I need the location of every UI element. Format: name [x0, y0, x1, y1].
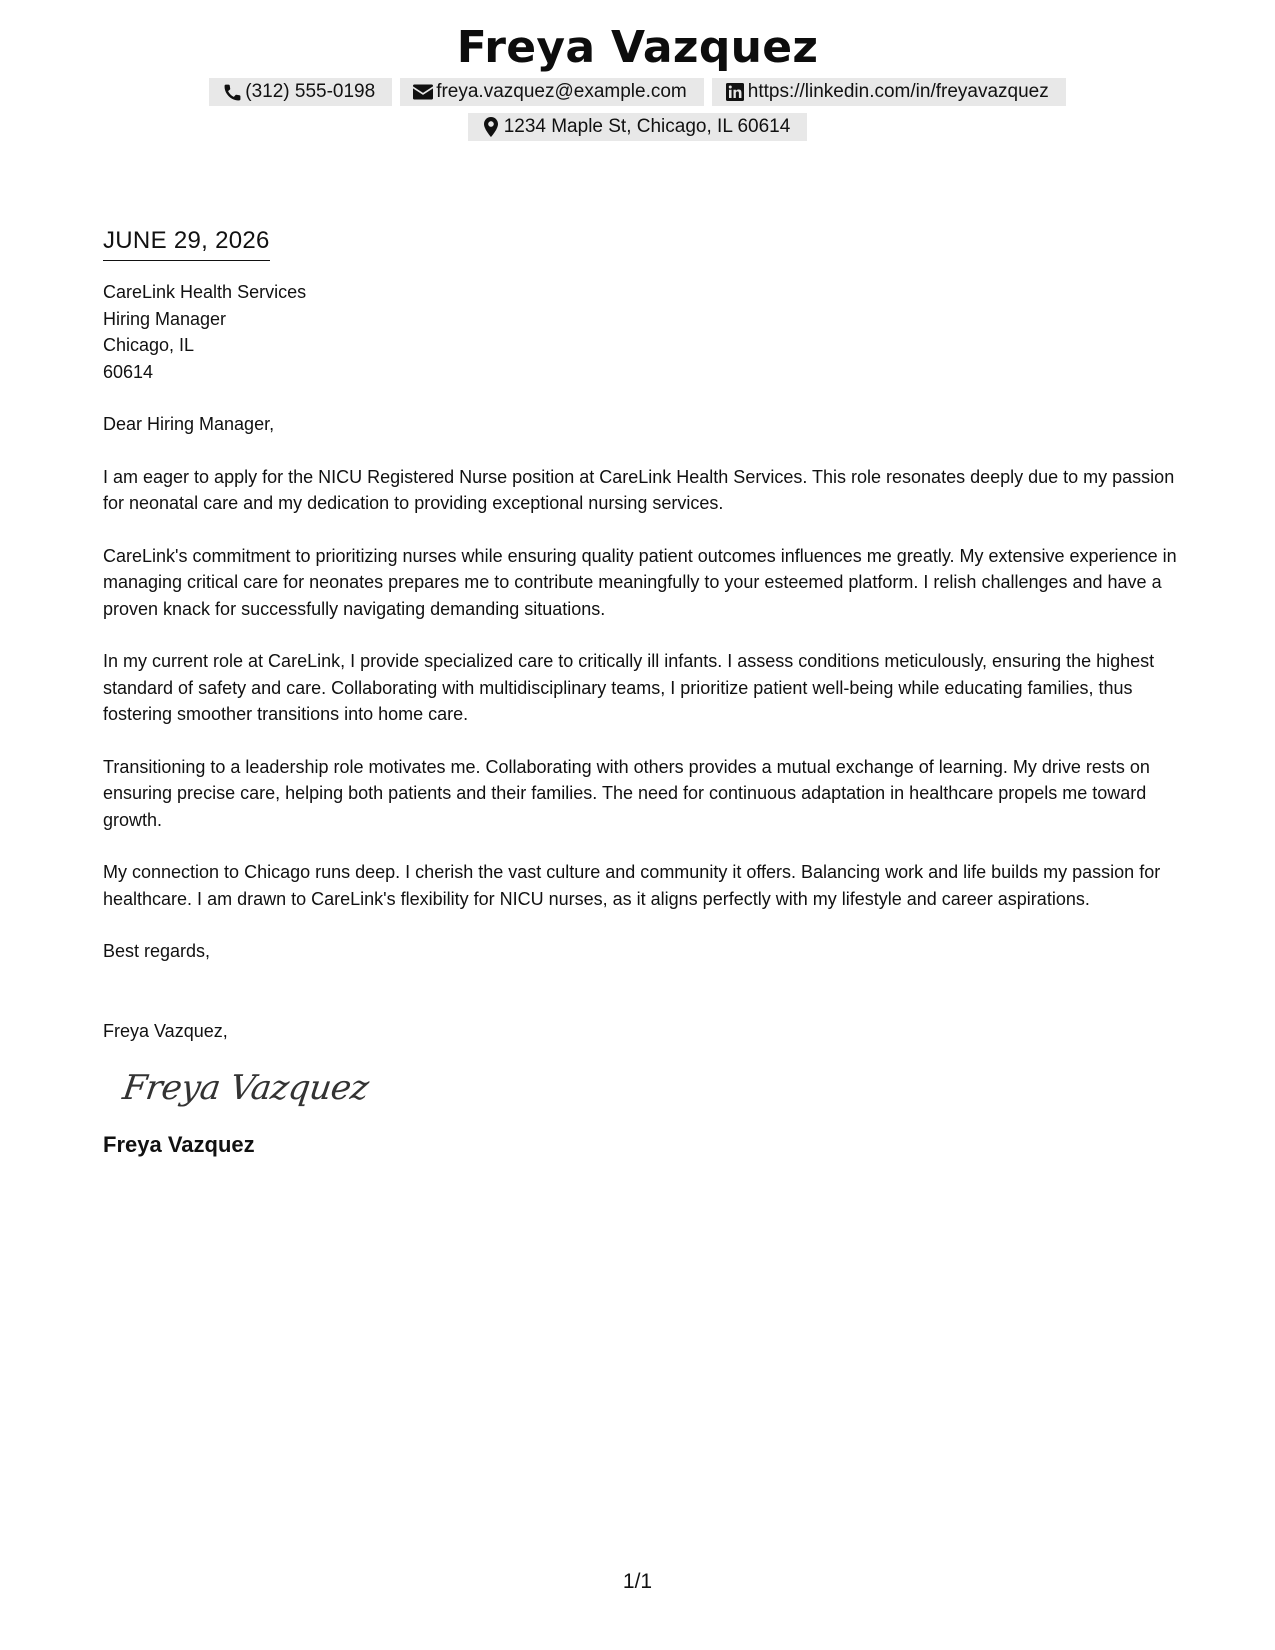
phone-text: (312) 555-0198 [245, 81, 376, 102]
letter-header [0, 18, 1275, 141]
contact-phone [209, 78, 392, 106]
signer-line: Freya Vazquez, [103, 1020, 228, 1041]
signed-name: Freya Vazquez [103, 1132, 255, 1157]
body-paragraph: CareLink's commitment to prioritizing nurses while ensuring quality patient outcomes influences me greatly. My extensive experience in managing critical care for neonates prepares me to contribute meaningfully to your esteemed platform. I relish challenges and have a proven knack for successfully navigating demanding situations. [103, 545, 1177, 619]
recipient-title: Hiring Manager [103, 308, 227, 329]
recipient-zip: 60614 [103, 361, 154, 382]
body-paragraph: I am eager to apply for the NICU Registered Nurse position at CareLink Health Services. This role resonates deeply due to my passion for neonatal care and my dedication to providing exceptional nursing services. [103, 466, 1175, 513]
page-indicator: 1/1 [622, 1570, 653, 1593]
map-marker-icon [481, 117, 501, 137]
handwritten-signature: Freya Vazquez [120, 1068, 371, 1108]
contact-row-1 [0, 78, 1275, 106]
contact-linkedin [712, 78, 1066, 106]
contact-address [468, 113, 808, 141]
applicant-name: Freya Vazquez [456, 22, 819, 73]
address-text: 1234 Maple St, Chicago, IL 60614 [503, 116, 791, 137]
signature-wrapper [103, 1044, 1183, 1110]
contact-row-2 [0, 113, 1275, 141]
envelope-icon [413, 82, 433, 102]
closing: Best regards, [103, 941, 211, 961]
recipient-city: Chicago, IL [103, 335, 195, 355]
salutation: Dear Hiring Manager, [103, 414, 275, 434]
body-paragraph: My connection to Chicago runs deep. I cherish the vast culture and community it offers. Balancing work and life builds my passion for healthcare. I am drawn to CareLink's flexibility for NICU nurses, as it aligns perfectly with my lifestyle and career aspirations. [103, 862, 1161, 909]
email-text: freya.vazquez@example.com [436, 81, 687, 102]
body-paragraph: Transitioning to a leadership role motivates me. Collaborating with others provides a mutual exchange of learning. My drive rests on ensuring precise care, helping both patients and their families. The need for continuous adaptation in healthcare propels me toward growth. [103, 756, 1150, 830]
contact-email [400, 78, 704, 106]
recipient-company: CareLink Health Services [103, 282, 307, 302]
linkedin-text: https://linkedin.com/in/freyavazquez [747, 81, 1049, 102]
letter-date: JUNE 29, 2026 [103, 224, 270, 261]
linkedin-icon [725, 82, 745, 102]
letter-body [103, 224, 1183, 1160]
phone-icon [222, 82, 242, 102]
recipient-block [103, 279, 1183, 385]
body-paragraph: In my current role at CareLink, I provide specialized care to critically ill infants. I assess conditions meticulously, ensuring the highest standard of safety and care. Collaborating with multidisciplinary teams, I prioritize patient well-being while educating families, thus fostering smoother transitions into home care. [103, 651, 1155, 724]
